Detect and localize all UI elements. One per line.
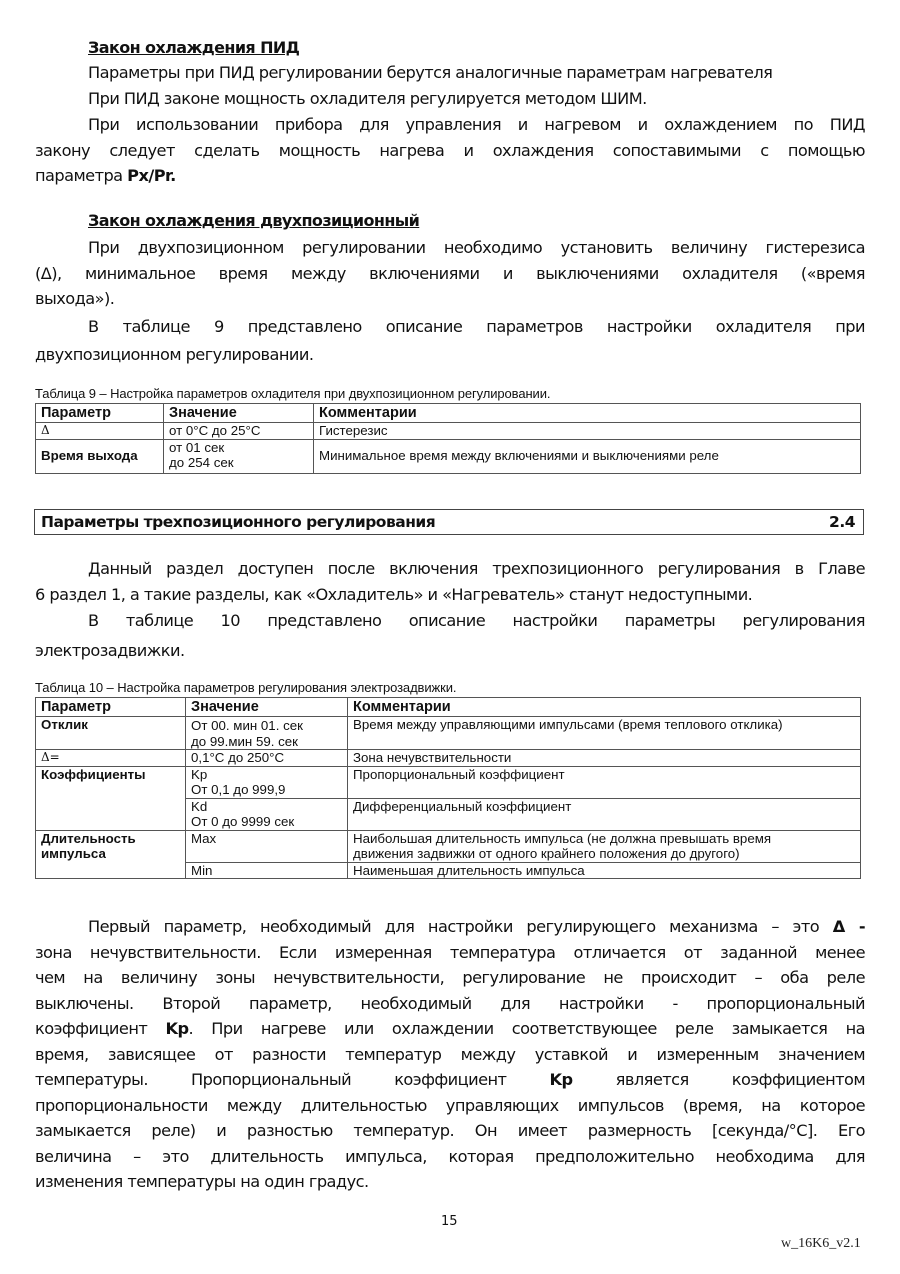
final-line-1 [35,914,865,940]
table10-value [186,717,348,750]
final-l1-text: Первый параметр, необходимый для настройки регулирующего механизма – это [88,917,833,936]
final-line-2: зона нечувствительности. Если измеренная температура отличается от заданной менее [35,942,865,962]
final-l5-suffix: . При нагреве или охлаждении соответствующее реле замыкается на [188,1019,865,1038]
heading-two-position-cooling: Закон охлаждения двухпозиционный [88,211,420,230]
pid-paragraph-2: При ПИД законе мощность охладителя регулируется методом ШИМ. [88,89,647,108]
section-number: 2.4 [829,513,855,531]
pid-p3-line1: При использовании прибора для управления и нагревом и охлаждением по ПИД [88,115,865,134]
tp-p1-line2: (Δ), минимальное время между включениями и выключениями охладителя («время [35,263,865,283]
section-title: Параметры трехпозиционного регулирования [41,513,436,531]
table10-header-row [36,698,861,717]
pid-paragraph-3 [35,112,865,189]
final-l7-suffix: является коэффициентом [572,1070,866,1089]
table10-value: 0,1°C до 250°C [186,750,348,767]
final-line-11: изменения температуры на один градус. [35,1172,369,1191]
table9-value [164,439,314,473]
delta-bold: Δ - [832,917,865,936]
table-row [36,750,861,767]
value-line: От 00. мин 01. сек [191,718,303,733]
table10-comment: Наименьшая длительность импульса [348,862,861,879]
thp-p1-line1: Данный раздел доступен после включения трехпозиционного регулирования в Главе [88,559,865,578]
two-position-paragraph-2 [35,313,865,369]
final-l5-prefix: коэффициент [35,1019,166,1038]
final-line-7 [35,1067,865,1093]
thp-p2-line1: В таблице 10 представлено описание настройки параметры регулирования [88,611,865,630]
table-row [36,423,861,440]
pid-p3-line2: закону следует сделать мощность нагрева и охлаждения сопоставимыми с помощью [35,140,865,160]
table10-comment: Пропорциональный коэффициент [348,766,861,798]
value-line: до 99.мин 59. сек [191,733,298,749]
table9-header-param: Параметр [36,404,164,423]
table10-comment: Зона нечувствительности [348,750,861,767]
tp-p2-line2: двухпозиционном регулировании. [35,345,314,364]
value-line: до 254 сек [169,455,234,470]
comment-line: Наибольшая длительность импульса (не должна превышать время [353,830,772,846]
table-row [36,439,861,473]
thp-p2-line2: электрозадвижки. [35,641,185,660]
table9-param-delta: Δ [36,423,164,440]
final-line-5 [35,1016,865,1042]
table10-param-response: Отклик [36,717,186,750]
pid-p3-line3 [35,163,865,189]
two-position-paragraph-1 [35,235,865,312]
table9-caption: Таблица 9 – Настройка параметров охладителя при двухпозиционном регулировании. [35,386,551,401]
table-row [36,830,861,862]
table10-param-coefficients: Коэффициенты [36,766,186,830]
heading-pid-cooling: Закон охлаждения ПИД [88,38,300,57]
table10-value [186,798,348,830]
table-row [36,717,861,750]
value-line: от 01 сек [169,439,225,455]
table-row [36,766,861,798]
final-paragraph [35,914,865,1195]
kp-bold: Kp [165,1019,189,1038]
tp-p2-line1: В таблице 9 представлено описание параметров настройки охладителя при [88,317,865,336]
table10-value: Max [186,830,348,862]
table9-header-row [36,404,861,423]
value-line: Kp [191,766,208,782]
table9-value: от 0°C до 25°C [164,423,314,440]
table10-comment: Время между управляющими импульсами (время теплового отклика) [348,717,861,750]
value-line: От 0,1 до 999,9 [191,782,286,797]
table10-header-value: Значение [186,698,348,717]
table10-comment [348,830,861,862]
table9-comment: Гистерезис [314,423,861,440]
final-l7-prefix: температуры. Пропорциональный коэффициент [35,1070,550,1089]
final-line-8: пропорциональности между длительностью управляющих импульсов (время, на которое [35,1095,865,1115]
table9-comment: Минимальное время между включениями и выключениями реле [314,439,861,473]
table10 [35,697,861,879]
final-line-3: чем на величину зоны нечувствительности, регулирование не происходит – оба реле [35,968,865,987]
tp-p1-line3: выхода»). [35,289,115,308]
section-header-box [34,509,864,535]
table9 [35,403,861,474]
table10-header-param: Параметр [36,698,186,717]
table10-param-delta: Δ= [36,750,186,767]
tp-p1-line1: При двухпозиционном регулировании необходимо установить величину гистерезиса [88,238,865,257]
value-line: Kd [191,798,208,814]
final-line-4: выключены. Второй параметр, необходимый для настройки - пропорциональный [35,993,865,1013]
final-line-10: величина – это длительность импульса, которая предположительно необходима для [35,1146,865,1166]
document-code: w_16K6_v2.1 [781,1236,861,1251]
pid-paragraph-1: Параметры при ПИД регулировании берутся аналогичные параметрам нагревателя [88,63,773,82]
table10-header-comment: Комментарии [348,698,861,717]
page-number: 15 [441,1214,458,1229]
three-position-paragraph-2 [35,606,865,666]
pid-p3-prefix: параметра [35,166,128,185]
kp-bold: Kp [549,1070,573,1089]
table9-header-value: Значение [164,404,314,423]
three-position-paragraph-1 [35,556,865,607]
table10-comment: Дифференциальный коэффициент [348,798,861,830]
comment-line: движения задвижки от одного крайнего положения до другого) [353,846,740,861]
final-line-6: время, зависящее от разности температур между уставкой и измеренным значением [35,1044,865,1064]
value-line: От 0 до 9999 сек [191,814,295,829]
table10-param-pulse-duration: Длительность импульса [36,830,186,879]
table10-value: Min [186,862,348,879]
thp-p1-line2: 6 раздел 1, а такие разделы, как «Охладитель» и «Нагреватель» станут недоступными. [35,584,753,604]
table10-caption: Таблица 10 – Настройка параметров регулирования электрозадвижки. [35,680,457,695]
table9-header-comment: Комментарии [314,404,861,423]
table10-value [186,766,348,798]
final-line-9: замыкается реле) и разностью температур. Он имеет размерность [секунда/°C]. Его [35,1121,865,1140]
px-pr-parameter: Px/Pr. [127,166,176,185]
table9-param-exit-time: Время выхода [36,439,164,473]
